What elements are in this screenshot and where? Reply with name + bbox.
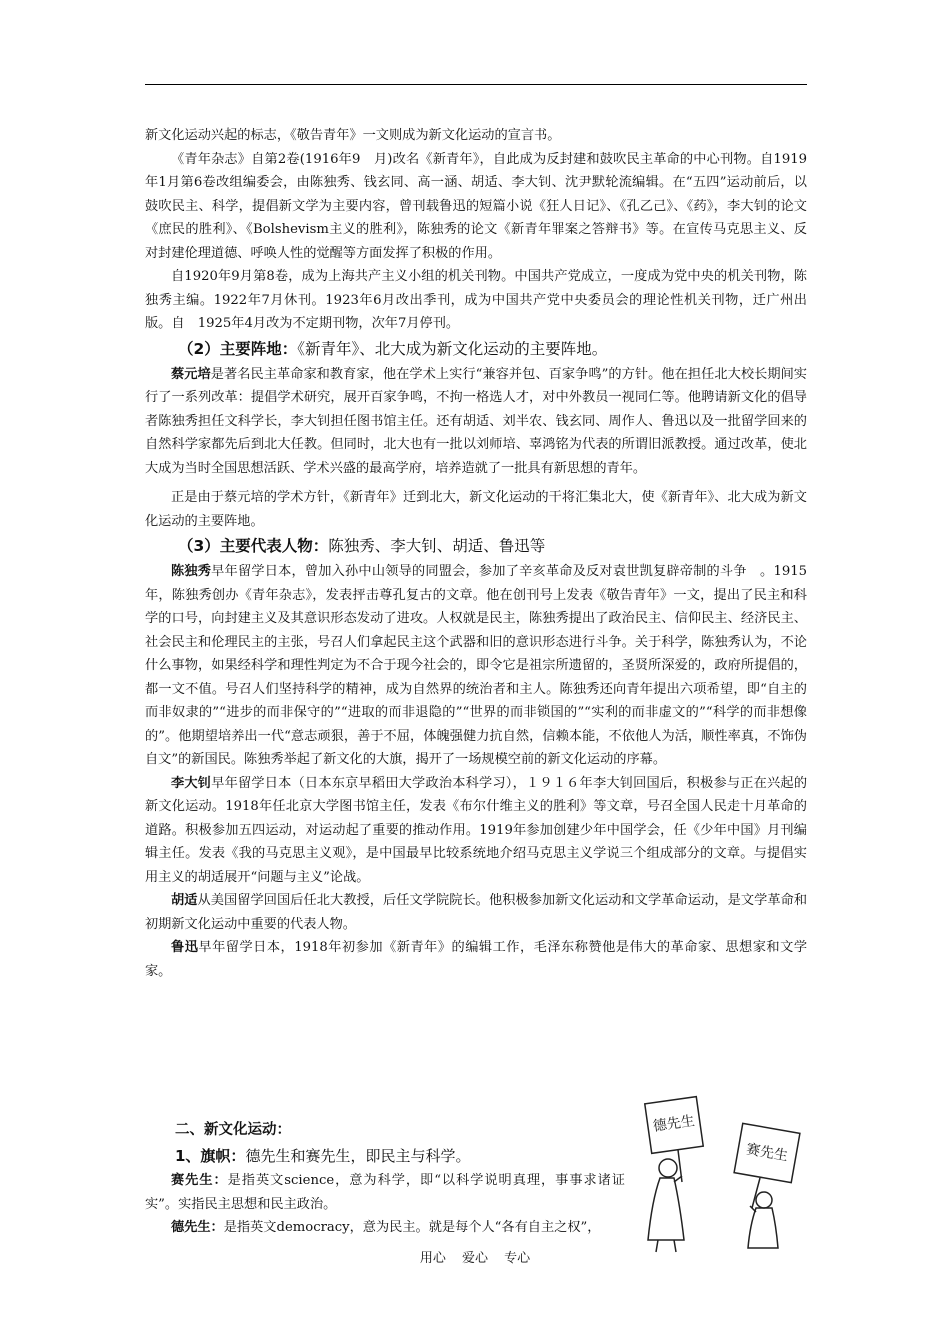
cartoon-illustration	[640, 1090, 810, 1255]
paragraph-text: 早年留学日本（日本东京早稻田大学政治本科学习），１９１６年李大钊回国后，积极参与正在兴起的新文化运动。1918年任北京大学图书馆主任，发表《布尔什维主义的胜利》等文章，号召全国人民走十月革命的道路。积极参加五四运动，对运动起了重要的推动作用。1919年参加创建少年中国学会，任《少年中国》月刊编辑主任。发表《我的马克思主义观》，是中国最早比较系统地介绍马克思主义学说三个组成部分的文章。与提倡实用主义的胡适展开“问题与主义”论战。	[145, 775, 808, 885]
section-title: 二、新文化运动：	[175, 1122, 291, 1138]
person-name: 鲁迅	[171, 940, 199, 955]
paragraph	[145, 363, 807, 481]
person-name: 胡适	[171, 893, 198, 908]
paragraph	[145, 1169, 625, 1216]
paragraph	[145, 265, 807, 336]
person-name: 李大钊	[171, 775, 212, 791]
paragraph	[145, 148, 807, 266]
subheading-label: 1、旗帜：	[175, 1147, 246, 1165]
paragraph-text: 是著名民主革命家和教育家，他在学术上实行“兼容并包、百家争鸣”的方针。他在担任北大校长期间实行了一系列改革：提倡学术研究，展开百家争鸣，不拘一格选人才，对中外教员一视同仁等。他聘请新文化的倡导者陈独秀担任文科学长，李大钊担任图书馆主任。还有胡适、刘半农、钱玄同、周作人、鲁迅以及一批留学回来的自然科学家都先后到北大任教。但同时，北大也有一批以刘师培、辜鸿铭为代表的所谓旧派教授。通过改革，使北大成为当时全国思想活跃、学术兴盛的最高学府，培养造就了一批具有新思想的青年。	[145, 366, 807, 476]
paragraph-text: 从美国留学回国后任北大教授，后任文学院院长。他积极参加新文化运动和文学革命运动，是文学革命和初期新文化运动中重要的代表人物。	[145, 893, 808, 932]
section-heading-2	[145, 336, 807, 363]
paragraph-text: 是指英文science，意为科学，即“以科学说明真理，事事求诸证实”。实指民主思想和民主政治。	[145, 1173, 625, 1212]
paragraph	[145, 936, 807, 983]
person-name: 蔡元培	[171, 366, 211, 382]
paragraph-text: 早年留学日本，曾加入孙中山领导的同盟会，参加了辛亥革命及反对袁世凯复辟帝制的斗争 。1915年，陈独秀创办《青年杂志》，发表抨击尊孔复古的文章。他在创刊号上发表《敬告青年》一文，提出了民主和科学的口号，向封建主义及其意识形态发动了进攻。人权就是民主，陈独秀提出了政治民主、信仰民主、经济民主、社会民主和伦理民主的主张，号召人们拿起民主这个武器和旧的意识形态进行斗争。关于科学，陈独秀认为，不论什么事物，如果经科学和理性判定为不合于现今社会的，即令它是祖宗所遗留的，圣贤所深爱的，政府所提倡的，都一文不值。号召人们坚持科学的精神，成为自然界的统治者和主人。陈独秀还向青年提出六项希望，即“自主的而非奴隶的”“进步的而非保守的”“进取的而非退隐的”“世界的而非锁国的”“实利的而非虚文的”“科学的而非想像的”。他期望培养出一代“意志顽狠，善于不屈，体魄强健力抗自然，信赖本能，不依他人为活，顺性率真，不饰伪自文”的新国民。陈独秀举起了新文化的大旗，揭开了一场规模空前的新文化运动的序幕。	[145, 564, 808, 767]
person-name: 陈独秀	[171, 564, 212, 579]
header-rule	[145, 84, 807, 85]
footer-word: 爱心	[461, 1251, 488, 1266]
heading-text: 《新青年》、北大成为新文化运动的主要阵地。	[297, 339, 608, 358]
page-footer	[0, 1247, 950, 1266]
paragraph	[145, 560, 807, 772]
heading-label: （2）主要阵地：	[178, 339, 298, 358]
paragraph	[145, 889, 807, 936]
paragraph-text: 《青年杂志》自第2卷(1916年9 月)改名《新青年》，自此成为反封建和鼓吹民主革命的中心刊物。自1919年1月第6卷改组编委会，由陈独秀、钱玄同、高一涵、胡适、李大钊、沈尹默轮流编辑。在“五四”运动前后，以鼓吹民主、科学，提倡新文学为主要内容，曾刊载鲁迅的短篇小说《狂人日记》、《孔乙己》、《药》，李大钊的论文《庶民的胜利》、《Bolshevism主义的胜利》，陈独秀的论文《新青年罪案之答辩书》等。在宣传马克思主义、反对封建伦理道德、呼唤人性的觉醒等方面发挥了积极的作用。	[145, 151, 807, 261]
term-name: 德先生：	[171, 1220, 224, 1235]
paragraph-text: 是指英文democracy，意为民主。就是每个人“各有自主之权”，	[223, 1220, 601, 1235]
paragraph-text: 正是由于蔡元培的学术方针，《新青年》迁到北大，新文化运动的干将汇集北大，使《新青年》、北大成为新文化运动的主要阵地。	[145, 490, 807, 529]
paragraph	[145, 1216, 625, 1240]
heading-label: （3）主要代表人物：	[178, 537, 329, 555]
term-name: 赛先生：	[171, 1173, 228, 1188]
paragraph-text: 早年留学日本，1918年初参加《新青年》的编辑工作，毛泽东称赞他是伟大的革命家、思想家和文学家。	[145, 940, 808, 979]
subheading-text: 德先生和赛先生，即民主与科学。	[245, 1147, 471, 1165]
document-body	[145, 124, 807, 983]
paragraph	[145, 486, 807, 533]
section-heading-3	[145, 533, 807, 560]
paragraph	[145, 124, 807, 148]
heading-text: 陈独秀、李大钊、胡适、鲁迅等	[328, 537, 546, 555]
left-sign-text: 德先生	[651, 1113, 696, 1135]
paragraph-text: 自1920年9月第8卷，成为上海共产主义小组的机关刊物。中国共产党成立，一度成为党中央的机关刊物，陈独秀主编。1922年7月休刊。1923年6月改出季刊，成为中国共产党中央委员会的理论性机关刊物，迁广州出版。自 1925年4月改为不定期刊物，次年7月停刊。	[145, 269, 807, 331]
footer-word: 用心	[419, 1251, 446, 1266]
paragraph	[145, 772, 807, 890]
footer-word: 专心	[504, 1251, 531, 1266]
right-sign-text: 赛先生	[744, 1141, 790, 1165]
paragraph-text: 新文化运动兴起的标志，《敬告青年》一文则成为新文化运动的宣言书。	[145, 128, 561, 143]
